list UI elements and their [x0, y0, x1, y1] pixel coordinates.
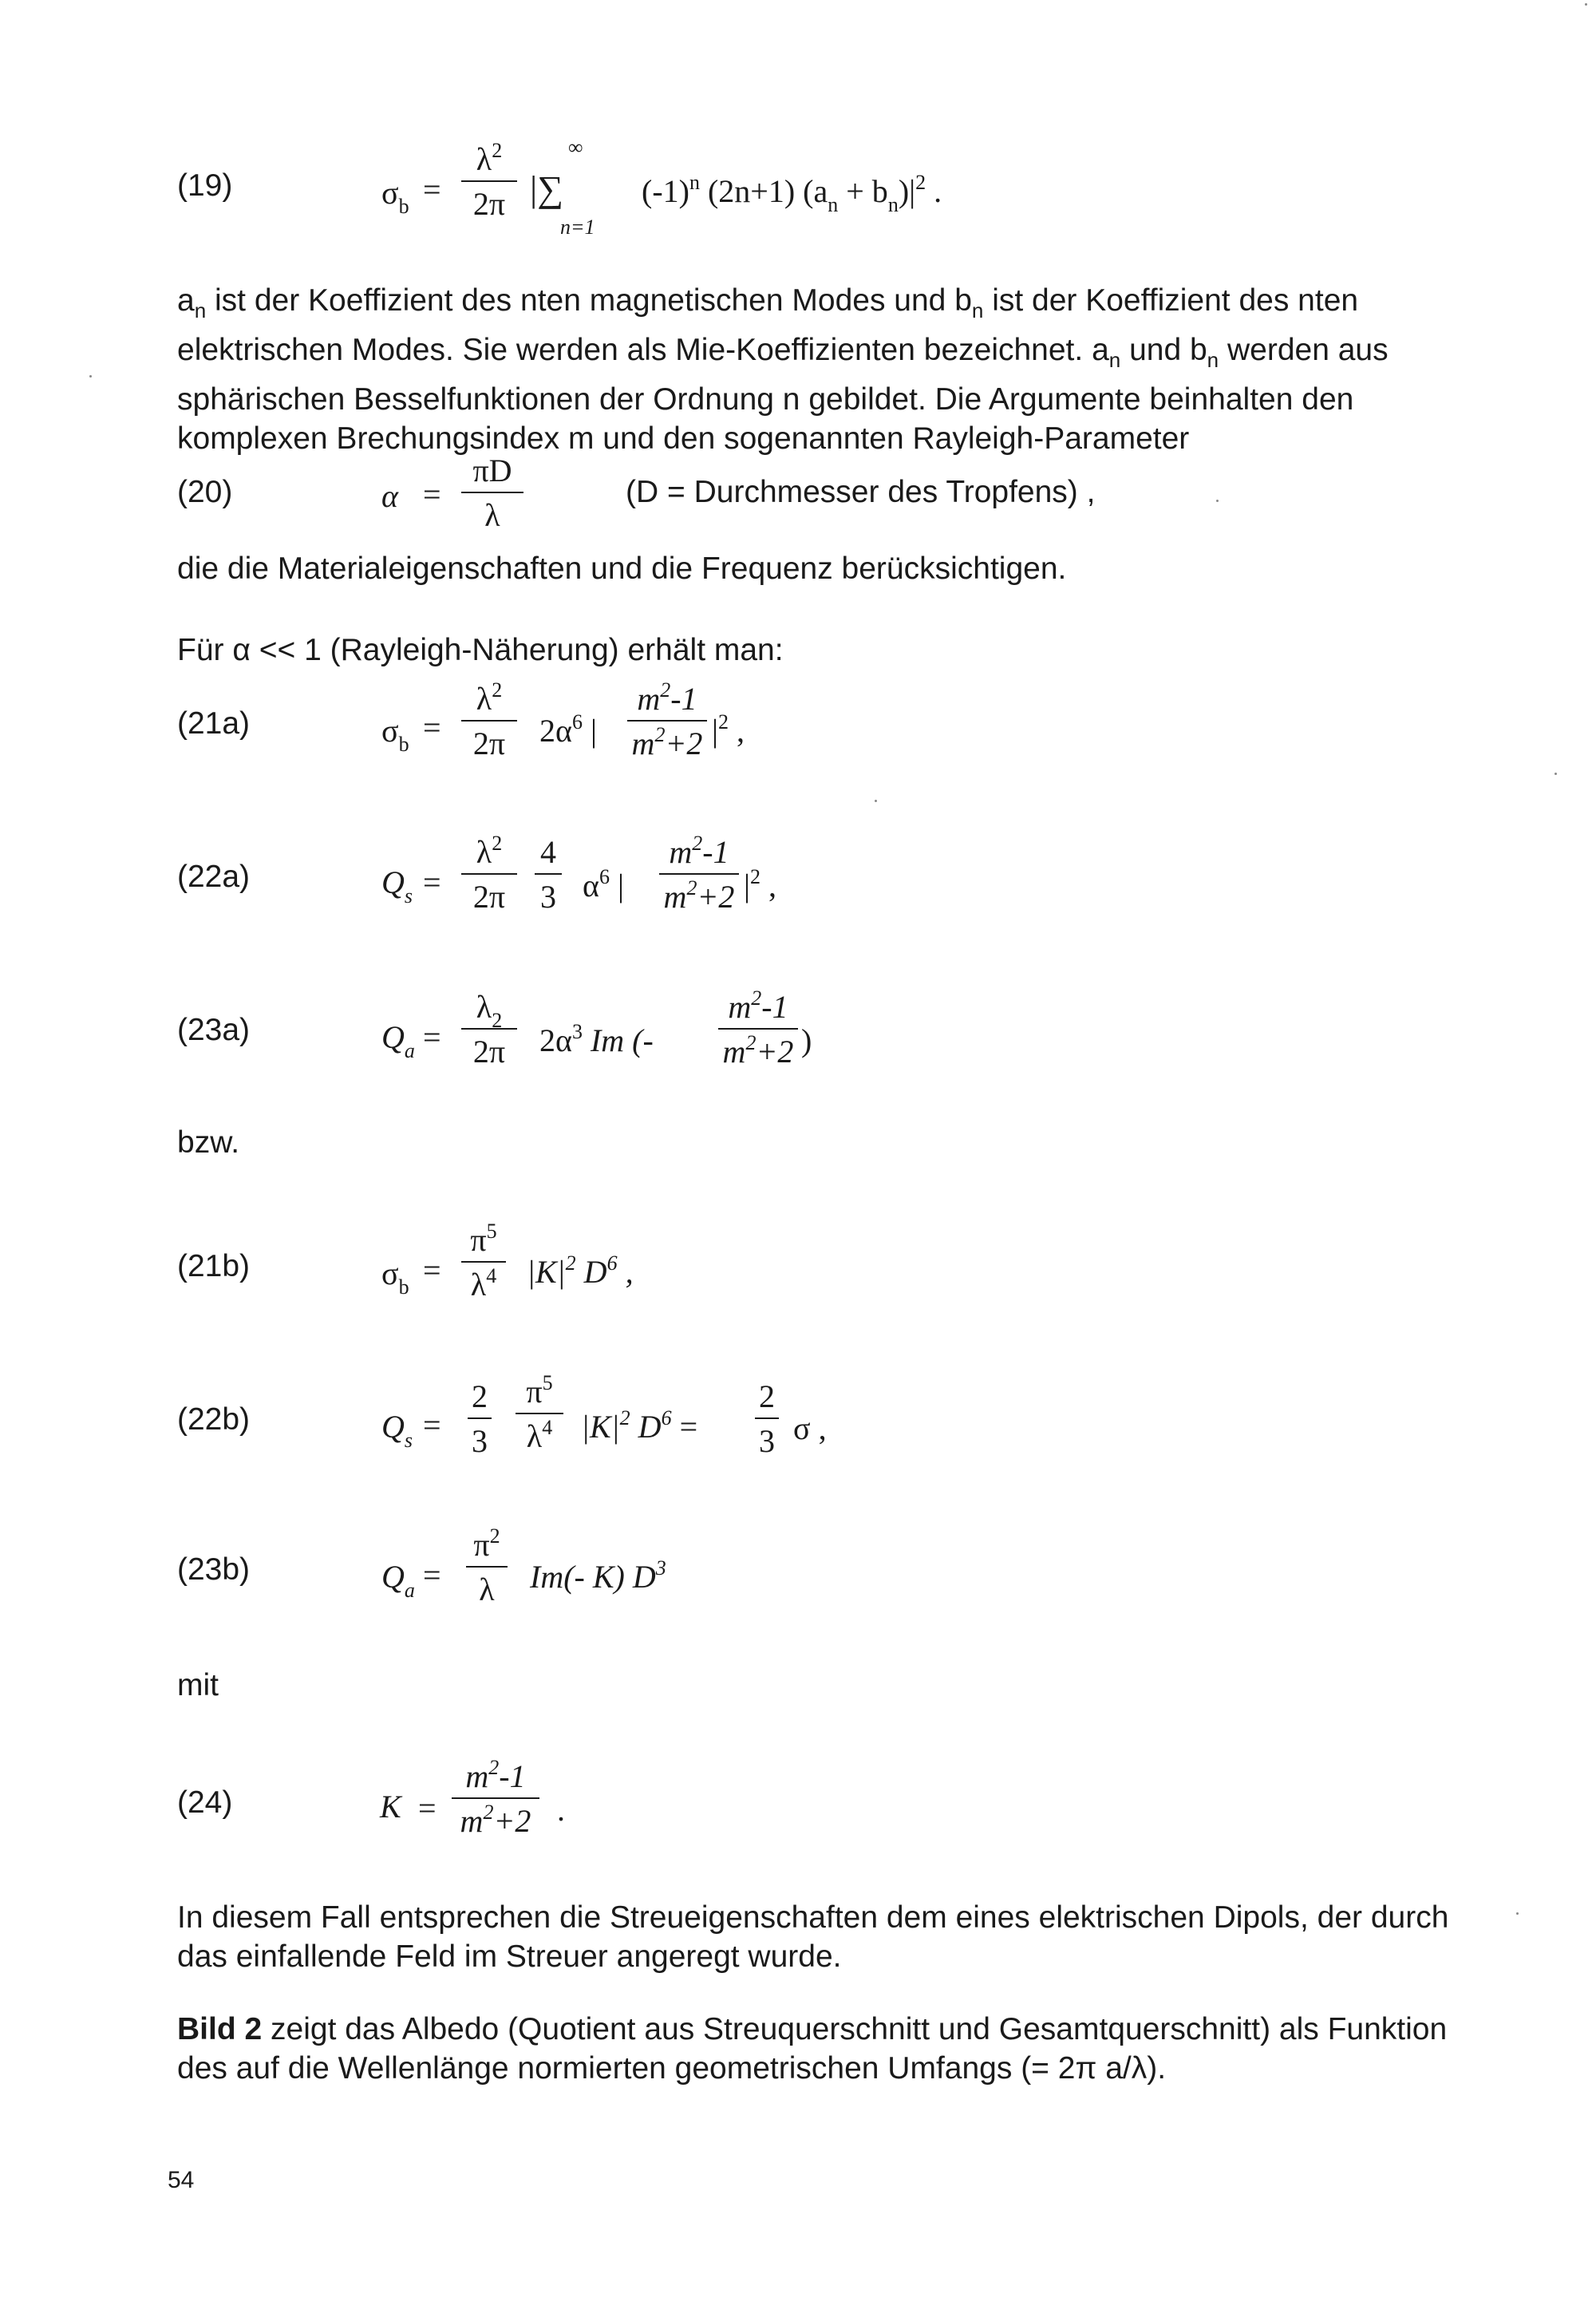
eq21a-numerator: $\lambda^2$	[476, 678, 503, 717]
eq21a-m-denominator: $m^2+2$	[627, 720, 707, 760]
eq19-denominator: 2π	[461, 180, 517, 220]
eq23a-m-fraction	[718, 986, 798, 1069]
paragraph-rayleigh-intro: Für α << 1 (Rayleigh-Näherung) erhält man:	[177, 633, 784, 667]
eq24-m-fraction	[452, 1756, 539, 1839]
eq22b-two: 2	[472, 1378, 488, 1414]
eq19-terms: $(-1)^n$ (2n+1) $(a_n + b_n)|^2$ .	[642, 171, 942, 216]
eq21b-equals: =	[423, 1252, 441, 1288]
eq23b-fraction	[466, 1524, 508, 1607]
eq23b-Q: $Q_a$	[381, 1559, 415, 1602]
eq23a-m-denominator: $m^2+2$	[718, 1028, 798, 1068]
eq22b-sigma-tail: σ ,	[793, 1410, 827, 1446]
paragraph-material-properties: die die Materialeigenschaften und die Frequenz berücksichtigen.	[177, 552, 1067, 586]
eq22b-Q: $Q_s$	[381, 1409, 413, 1452]
eq19-numerator: $\lambda^2$	[476, 139, 503, 177]
eq24-m-numerator: $m^2-1$	[465, 1756, 526, 1794]
eq22b-equals: =	[423, 1407, 441, 1443]
eq21a-abs-close: $|^2$ ,	[712, 710, 745, 749]
eq21a-m-fraction	[627, 678, 707, 761]
eq21a-fraction	[461, 678, 517, 761]
eq24-m-denominator: $m^2+2$	[452, 1797, 539, 1837]
eq21a-alpha-term: $2\alpha^6$ |	[539, 710, 597, 749]
eq23a-paren-close: )	[801, 1022, 812, 1058]
equation-label-23b: (23b)	[177, 1552, 251, 1587]
eq19-sum: |∑	[530, 168, 564, 209]
eq22a-numerator: $\lambda^2$	[476, 832, 503, 870]
eq22a-fraction	[461, 832, 517, 915]
eq24-period: .	[557, 1792, 565, 1828]
eq22a-three: 3	[535, 873, 562, 913]
equation-label-22b: (22b)	[177, 1402, 251, 1437]
eq20-denominator: λ	[461, 492, 523, 532]
eq23b-equals: =	[423, 1557, 441, 1593]
eq22b-two-b: 2	[759, 1378, 775, 1414]
eq22b-numerator: $\pi^5$	[526, 1371, 553, 1410]
eq22b-three-b: 3	[755, 1417, 779, 1457]
equation-label-21b: (21b)	[177, 1249, 251, 1283]
eq21a-sigma: $\sigma_b$	[381, 713, 409, 756]
eq24-K: K	[380, 1789, 401, 1825]
scan-speck	[1585, 3, 1587, 6]
eq23a-denominator: 2π	[461, 1028, 517, 1068]
eq22b-two-thirds	[468, 1378, 492, 1459]
eq19-equals: =	[423, 172, 441, 208]
scan-speck	[875, 800, 877, 802]
eq23b-numerator: $\pi^2$	[473, 1524, 500, 1563]
eq21b-denominator: $\lambda^4$	[461, 1261, 506, 1301]
eq22a-equals: =	[423, 864, 441, 900]
equation-label-24: (24)	[177, 1785, 233, 1820]
eq21a-denominator: 2π	[461, 720, 517, 760]
eq22a-abs-close: $|^2$ ,	[744, 865, 777, 903]
eq21a-m-numerator: $m^2-1$	[637, 678, 697, 717]
eq20-numerator: πD	[472, 453, 512, 488]
eq23b-terms: Im(- K) $D^3$	[530, 1556, 666, 1595]
eq22a-Q: $Q_s$	[381, 864, 413, 907]
equation-label-23a: (23a)	[177, 1013, 251, 1047]
paragraph-mie-coefficients: $a_n$ ist der Koeffizient des nten magnetischen Modes und $b_n$ ist der Koeffizient des nten elektrischen Modes. Sie werden als Mie-Koeffizienten bezeichnet. $a_n$ und $b_n$ werden aus sphärischen Besselfunktionen der Ordnung n gebildet. Die Argumente beinhalten den komplexen Brechungsindex m und den sogenannten Rayleigh-Parameter	[177, 283, 1389, 456]
eq19-sum-upper: ∞	[568, 136, 583, 159]
eq19-sum-lower: n=1	[560, 215, 595, 239]
eq22a-alpha-term: $\alpha^6$ |	[583, 865, 624, 903]
equation-label-19: (19)	[177, 168, 233, 203]
scan-speck	[1516, 1912, 1519, 1915]
eq20-equals: =	[423, 476, 441, 512]
eq23b-denominator: λ	[466, 1566, 508, 1606]
page-number: 54	[168, 2167, 195, 2193]
eq20-note: (D = Durchmesser des Tropfens) ,	[626, 475, 1096, 509]
eq23a-fraction	[461, 991, 517, 1068]
eq21b-fraction	[461, 1220, 506, 1303]
eq19-fraction	[461, 139, 517, 222]
word-mit: mit	[177, 1668, 219, 1702]
word-bzw: bzw.	[177, 1125, 240, 1160]
eq23a-numerator: $\lambda_2$	[476, 989, 503, 1032]
eq21b-terms: $|K|^2$ $D^6$ ,	[527, 1251, 634, 1290]
equation-label-20: (20)	[177, 475, 233, 509]
eq22a-m-denominator: $m^2+2$	[659, 873, 739, 913]
eq20-alpha: α	[381, 478, 398, 514]
scan-speck	[1555, 773, 1557, 775]
eq23a-m-numerator: $m^2-1$	[728, 986, 788, 1025]
scan-speck	[89, 375, 92, 378]
eq22b-two-thirds-b	[755, 1378, 779, 1459]
eq22a-m-fraction	[659, 832, 739, 915]
eq22b-three: 3	[468, 1417, 492, 1457]
eq22b-terms: $|K|^2$ $D^6$ =	[581, 1406, 698, 1445]
eq22b-denominator: $\lambda^4$	[516, 1413, 563, 1453]
equation-label-21a: (21a)	[177, 706, 251, 741]
eq22a-four-thirds	[535, 836, 562, 913]
eq23a-Q: $Q_a$	[381, 1019, 415, 1062]
eq22b-fraction	[516, 1371, 563, 1454]
eq23a-equals: =	[423, 1019, 441, 1055]
eq19-sigma: $\sigma_b$	[381, 175, 409, 218]
eq21b-numerator: $\pi^5$	[470, 1220, 497, 1258]
eq24-equals: =	[418, 1790, 437, 1826]
equation-label-22a: (22a)	[177, 860, 251, 894]
eq21a-equals: =	[423, 710, 441, 745]
eq22a-m-numerator: $m^2-1$	[669, 832, 729, 870]
eq22a-four: 4	[540, 834, 556, 870]
paragraph-figure-2: Bild 2 zeigt das Albedo (Quotient aus Streuquerschnitt und Gesamtquerschnitt) als Funktion des auf die Wellenlänge normierten geometrischen Umfangs (= 2π a/λ).	[177, 2012, 1448, 2086]
eq21b-sigma: $\sigma_b$	[381, 1255, 409, 1299]
eq20-fraction	[461, 455, 523, 532]
scan-speck	[1216, 500, 1219, 502]
paragraph-dipole: In diesem Fall entsprechen die Streueigenschaften dem eines elektrischen Dipols, der durch das einfallende Feld im Streuer angeregt wurde.	[177, 1900, 1449, 1974]
eq23a-alpha-term: $2\alpha^3$ Im (-	[539, 1020, 654, 1058]
eq22a-denominator: 2π	[461, 873, 517, 913]
